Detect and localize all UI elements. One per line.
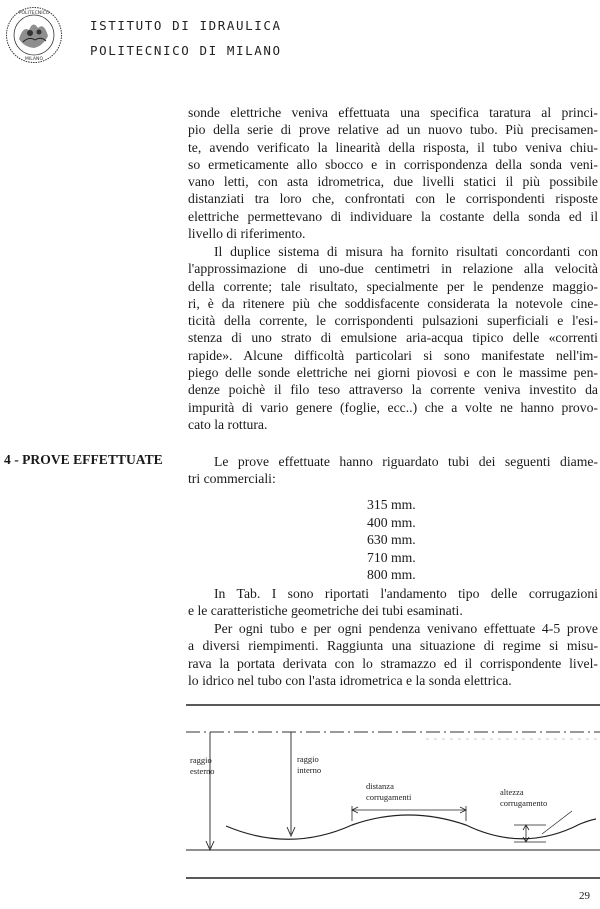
label-raggio-interno: raggio: [297, 754, 319, 764]
corrugation-diagram: [186, 703, 600, 883]
diameter-item: 315 mm.: [367, 497, 416, 512]
label-altezza: altezza: [500, 787, 524, 797]
text-line: sonde elettriche veniva effettuata una specifica taratura al princi-: [188, 105, 598, 120]
text-line: a diversi riempimenti. Raggiunta una situazione di regime si misu-: [188, 638, 598, 654]
label-raggio-interno: interno: [297, 765, 322, 775]
text-line: tri commerciali:: [188, 471, 276, 487]
label-altezza: corrugamento: [500, 798, 548, 808]
section-heading: 4 - PROVE EFFETTUATE: [4, 452, 163, 467]
text-line: l'approssimazione di uno-due centimetri in relazione alla velocità: [188, 261, 598, 277]
diameter-item: 710 mm.: [367, 549, 416, 565]
diameter-item: 630 mm.: [367, 532, 416, 547]
paragraph-tests-intro: [188, 453, 598, 488]
text-line: distanziati tra loro che, confrontati con le corrispondenti risposte: [188, 191, 598, 207]
diameter-list: [367, 496, 416, 584]
paragraph-probe-calibration: [188, 104, 598, 242]
paragraph-test-procedure: [188, 620, 598, 689]
text-line: Le prove effettuate hanno riguardato tubi dei seguenti diame-: [214, 454, 598, 469]
text-line: rapide». Alcune difficoltà particolari si sono manifestate nell'im-: [188, 347, 598, 363]
text-line: impurità di vario genere (foglie, ecc..) che a volte ne hanno provo-: [188, 399, 598, 415]
text-line: livello di riferimento.: [188, 226, 306, 242]
text-line: ticità della corrente, le corrispondenti pulsazioni superficiali e l'esi-: [188, 313, 598, 329]
diameter-item: 400 mm.: [367, 514, 416, 530]
text-line: denze poichè il filo teso attraverso la corrente veniva investito da: [188, 382, 598, 398]
text-line: In Tab. I sono riportati l'andamento tipo delle corrugazioni: [214, 586, 598, 601]
text-line: so ermeticamente allo sbocco e in corrispondenza della sonda veni-: [188, 156, 598, 172]
text-line: elettriche permettevano di individuare la costante della sonda ed il: [188, 208, 598, 224]
text-line: rava la portata derivata con lo stramazzo ed il corrispondente livel-: [188, 655, 598, 671]
label-raggio-esterno: esterno: [190, 766, 215, 776]
politecnico-seal-logo: [5, 6, 63, 64]
text-line: vano letti, con asta idrometrica, due livelli statici il più possibile: [188, 174, 598, 190]
text-line: ri, è da ritenere più che soddisfacente considerata la notevole cine-: [188, 295, 598, 311]
text-line: pio della serie di prove relative ad un nuovo tubo. Più precisamen-: [188, 122, 598, 138]
text-line: della corrente; tale risultato, specialmente per le pendenze maggio-: [188, 278, 598, 294]
svg-text:POLITECNICO: POLITECNICO: [18, 11, 50, 16]
label-raggio-esterno: raggio: [190, 755, 212, 765]
university-name: POLITECNICO DI MILANO: [90, 43, 282, 58]
text-line: te, avendo verificato la linearità della risposta, il tubo veniva chiu-: [188, 139, 598, 155]
text-line: cato la rottura.: [188, 416, 268, 432]
page-number: 29: [579, 890, 590, 902]
text-line: Per ogni tubo e per ogni pendenza venivano effettuate 4-5 prove: [214, 621, 598, 636]
label-distanza: distanza: [366, 781, 394, 791]
svg-text:MILANO: MILANO: [24, 57, 44, 62]
diameter-item: 800 mm.: [367, 567, 416, 582]
leader-line: [542, 811, 572, 834]
paragraph-measurement-system: [188, 243, 598, 433]
text-line: stenza di uno strato di emulsione aria-acqua tipico delle «correnti: [188, 330, 598, 346]
text-line: Il duplice sistema di misura ha fornito risultati concordanti con: [214, 244, 598, 259]
paragraph-table-reference: [188, 585, 598, 620]
text-line: e le caratteristiche geometriche dei tubi esaminati.: [188, 603, 463, 619]
institute-name: ISTITUTO DI IDRAULICA: [90, 18, 282, 33]
text-line: lo idrico nel tubo con l'asta idrometrica e la sonda elettrica.: [188, 672, 512, 688]
text-line: piego delle sonde elettriche nei giorni piovosi e con le massime pen-: [188, 365, 598, 381]
corrugated-wall-profile: [226, 815, 596, 839]
label-distanza: corrugamenti: [366, 792, 412, 802]
